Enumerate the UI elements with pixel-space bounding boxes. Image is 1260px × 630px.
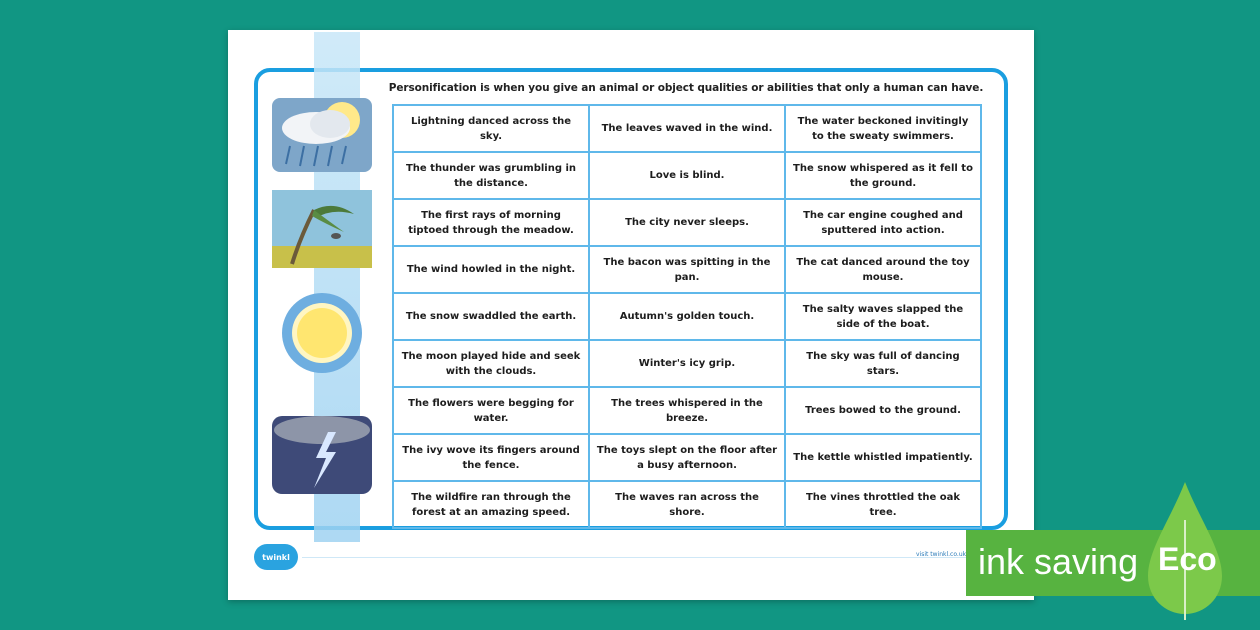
eco-label: Eco bbox=[1158, 541, 1217, 577]
table-cell: The car engine coughed and sputtered into action. bbox=[785, 199, 981, 246]
table-row bbox=[393, 293, 981, 340]
windy-tree-icon bbox=[270, 188, 374, 270]
footer-divider bbox=[302, 557, 992, 558]
table-cell: The salty waves slapped the side of the boat. bbox=[785, 293, 981, 340]
table-cell: The vines throttled the oak tree. bbox=[785, 481, 981, 528]
table-cell: The trees whispered in the breeze. bbox=[589, 387, 785, 434]
table-row bbox=[393, 105, 981, 152]
ink-saving-label: ink saving bbox=[978, 541, 1139, 582]
personification-table bbox=[392, 104, 982, 529]
table-cell: The thunder was grumbling in the distance. bbox=[393, 152, 589, 199]
table-row bbox=[393, 246, 981, 293]
worksheet-page bbox=[228, 30, 1034, 600]
table-row bbox=[393, 481, 981, 528]
table-cell: Winter's icy grip. bbox=[589, 340, 785, 387]
table-row bbox=[393, 340, 981, 387]
table-cell: The first rays of morning tiptoed through the meadow. bbox=[393, 199, 589, 246]
table-row bbox=[393, 387, 981, 434]
table-cell: The snow whispered as it fell to the ground. bbox=[785, 152, 981, 199]
table-cell: The city never sleeps. bbox=[589, 199, 785, 246]
table-cell: Autumn's golden touch. bbox=[589, 293, 785, 340]
footer-link[interactable]: visit twinkl.co.uk bbox=[916, 551, 967, 558]
worksheet-frame bbox=[254, 68, 1008, 530]
rain-cloud-icon bbox=[270, 94, 374, 176]
table-cell: The flowers were begging for water. bbox=[393, 387, 589, 434]
table-cell: The sky was full of dancing stars. bbox=[785, 340, 981, 387]
table-cell: The moon played hide and seek with the clouds. bbox=[393, 340, 589, 387]
table-cell: The leaves waved in the wind. bbox=[589, 105, 785, 152]
table-cell: Lightning danced across the sky. bbox=[393, 105, 589, 152]
table-cell: The bacon was spitting in the pan. bbox=[589, 246, 785, 293]
twinkl-logo[interactable]: twinkl bbox=[254, 544, 298, 570]
table-cell: The toys slept on the floor after a busy afternoon. bbox=[589, 434, 785, 481]
table-row bbox=[393, 434, 981, 481]
table-cell: The wind howled in the night. bbox=[393, 246, 589, 293]
table-cell: The ivy wove its fingers around the fence. bbox=[393, 434, 589, 481]
intro-text: Personification is when you give an animal or object qualities or abilities that only a human can have. bbox=[388, 82, 984, 94]
table-cell: The kettle whistled impatiently. bbox=[785, 434, 981, 481]
table-cell: The waves ran across the shore. bbox=[589, 481, 785, 528]
table-cell: Love is blind. bbox=[589, 152, 785, 199]
storm-lightning-icon bbox=[270, 414, 374, 496]
table-cell: The snow swaddled the earth. bbox=[393, 293, 589, 340]
table-cell: The wildfire ran through the forest at an amazing speed. bbox=[393, 481, 589, 528]
table-row bbox=[393, 199, 981, 246]
table-cell: The water beckoned invitingly to the sweaty swimmers. bbox=[785, 105, 981, 152]
sun-icon bbox=[270, 292, 374, 374]
table-cell: Trees bowed to the ground. bbox=[785, 387, 981, 434]
table-row bbox=[393, 152, 981, 199]
table-cell: The cat danced around the toy mouse. bbox=[785, 246, 981, 293]
